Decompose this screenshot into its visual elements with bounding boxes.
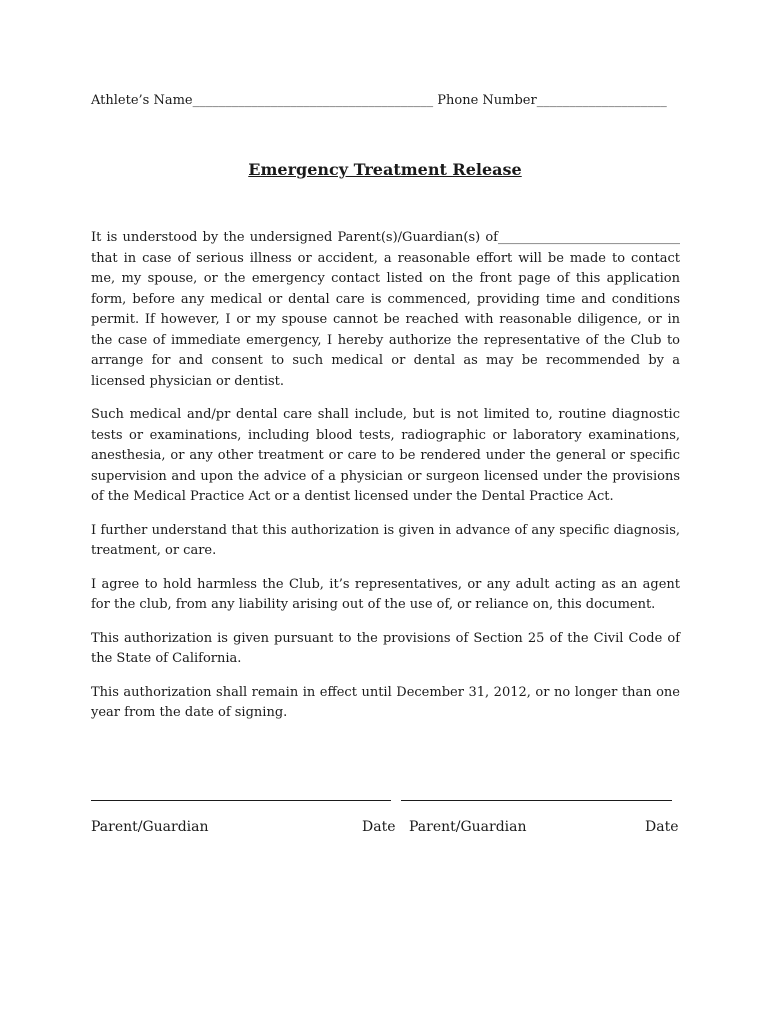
document-title: Emergency Treatment Release [248,160,522,179]
paragraph-harmless: I agree to hold harmless the Club, it’s representatives, or any adult acting as an agent for the club, from any liability arising out of the use of, or reliance on, this document. [91,576,680,612]
left-guardian-label: Parent/Guardian [91,819,209,835]
left-date-label: Date [362,819,396,835]
right-guardian-label: Parent/Guardian [409,819,527,835]
phone-number-blank: ____________________ [536,93,667,108]
right-date-label: Date [645,819,679,835]
paragraph-advance: I further understand that this authorization is given in advance of any specific diagnosis, treatment, or care. [91,522,680,558]
paragraph-civil-code: This authorization is given pursuant to the provisions of Section 25 of the Civil Code of the State of California. [91,630,680,666]
athlete-info-line [91,93,691,108]
athlete-name-blank: _____________________________________ [192,93,434,108]
paragraph-effective-period: This authorization shall remain in effect until December 31, 2012, or no longer than one year from the date of signing. [91,684,680,720]
phone-number-label: Phone Number [437,93,537,108]
right-signature-line [401,800,672,801]
paragraph-consent: It is understood by the undersigned Parent(s)/Guardian(s) of____________________________ that in case of serious illness or accident, a reasonable effort will be made to contact me, my spouse, or the emergency contact listed on the front page of this application form, before any medical or dental care is commenced, providing time and conditions permit. If however, I or my spouse cannot be reached with reasonable diligence, or in the case of immediate emergency, I hereby authorize the representative of the Club to arrange for and consent to such medical or dental as may be recommended by a licensed physician or dentist. [91,230,680,389]
athlete-name-label: Athlete’s Name [91,93,193,108]
left-signature-line [91,800,391,801]
paragraph-scope: Such medical and/pr dental care shall include, but is not limited to, routine diagnostic tests or examinations, including blood tests, radiographic or laboratory examinations, anesthesia, or any other treatment or care to be rendered under the general or specific supervision and upon the advice of a physician or surgeon licensed under the provisions of the Medical Practice Act or a dentist licensed under the Dental Practice Act. [91,407,680,504]
release-body [91,228,680,737]
